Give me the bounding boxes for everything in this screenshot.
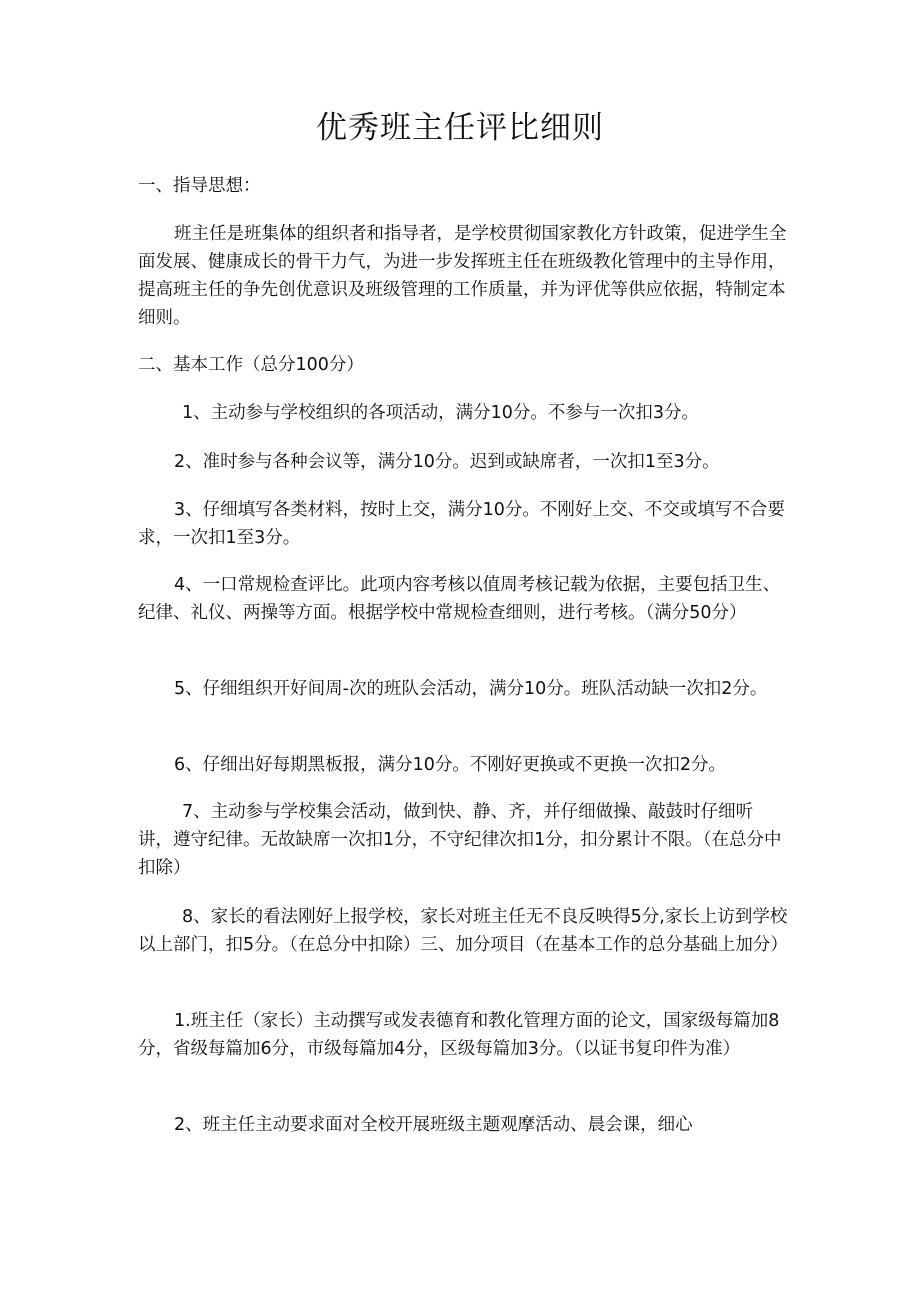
bonus-item-2: 2、班主任主动要求面对全校开展班级主题观摩活动、晨会课，细心 — [174, 1115, 693, 1135]
basic-work-item-4: 4、一口常规检查评比。此项内容考核以值周考核记载为依据，主要包括卫生、纪律、礼仪、两操等方面。根据学校中常规检查细则，进行考核。（满分50分） — [138, 575, 781, 623]
basic-work-item-3: 3、仔细填写各类材料，按时上交，满分10分。不刚好上交、不交或填写不合要求，一次扣1至3分。 — [138, 500, 785, 548]
section-heading-guiding-ideology: 一、指导思想： — [138, 176, 261, 196]
basic-work-item-7: 7、主动参与学校集会活动，做到快、静、齐，并仔细做操、敲鼓时仔细听讲，遵守纪律。无故缺席一次扣1分，不守纪律次扣1分，扣分累计不限。（在总分中扣除） — [138, 802, 782, 878]
document-title: 优秀班主任评比细则 — [316, 110, 604, 146]
section-heading-basic-work: 二、基本工作（总分100分） — [138, 355, 364, 375]
basic-work-item-2: 2、准时参与各种会议等，满分10分。迟到或缺席者，一次扣1至3分。 — [174, 452, 720, 472]
basic-work-item-5: 5、仔细组织开好间周-次的班队会活动，满分10分。班队活动缺一次扣2分。 — [174, 679, 768, 699]
basic-work-item-6: 6、仔细出好每期黑板报，满分10分。不刚好更换或不更换一次扣2分。 — [174, 755, 727, 775]
basic-work-item-8: 8、家长的看法刚好上报学校，家长对班主任无不良反映得5分,家长上访到学校以上部门，扣5分。（在总分中扣除）三、加分项目（在基本工作的总分基础上加分） — [138, 907, 788, 955]
bonus-item-1: 1.班主任（家长）主动撰写或发表德育和教化管理方面的论文，国家级每篇加8分，省级每篇加6分，市级每篇加4分，区级每篇加3分。（以证书复印件为准） — [138, 1011, 780, 1059]
basic-work-item-1: 1、主动参与学校组织的各项活动，满分10分。不参与一次扣3分。 — [182, 403, 700, 423]
guiding-ideology-paragraph: 班主任是班集体的组织者和指导者，是学校贯彻国家教化方针政策，促进学生全面发展、健康成长的骨干力气，为进一步发挥班主任在班级教化管理中的主导作用，提高班主任的争先创优意识及班级管理的工作质量，并为评优等供应依据，特制定本细则。 — [138, 224, 787, 328]
